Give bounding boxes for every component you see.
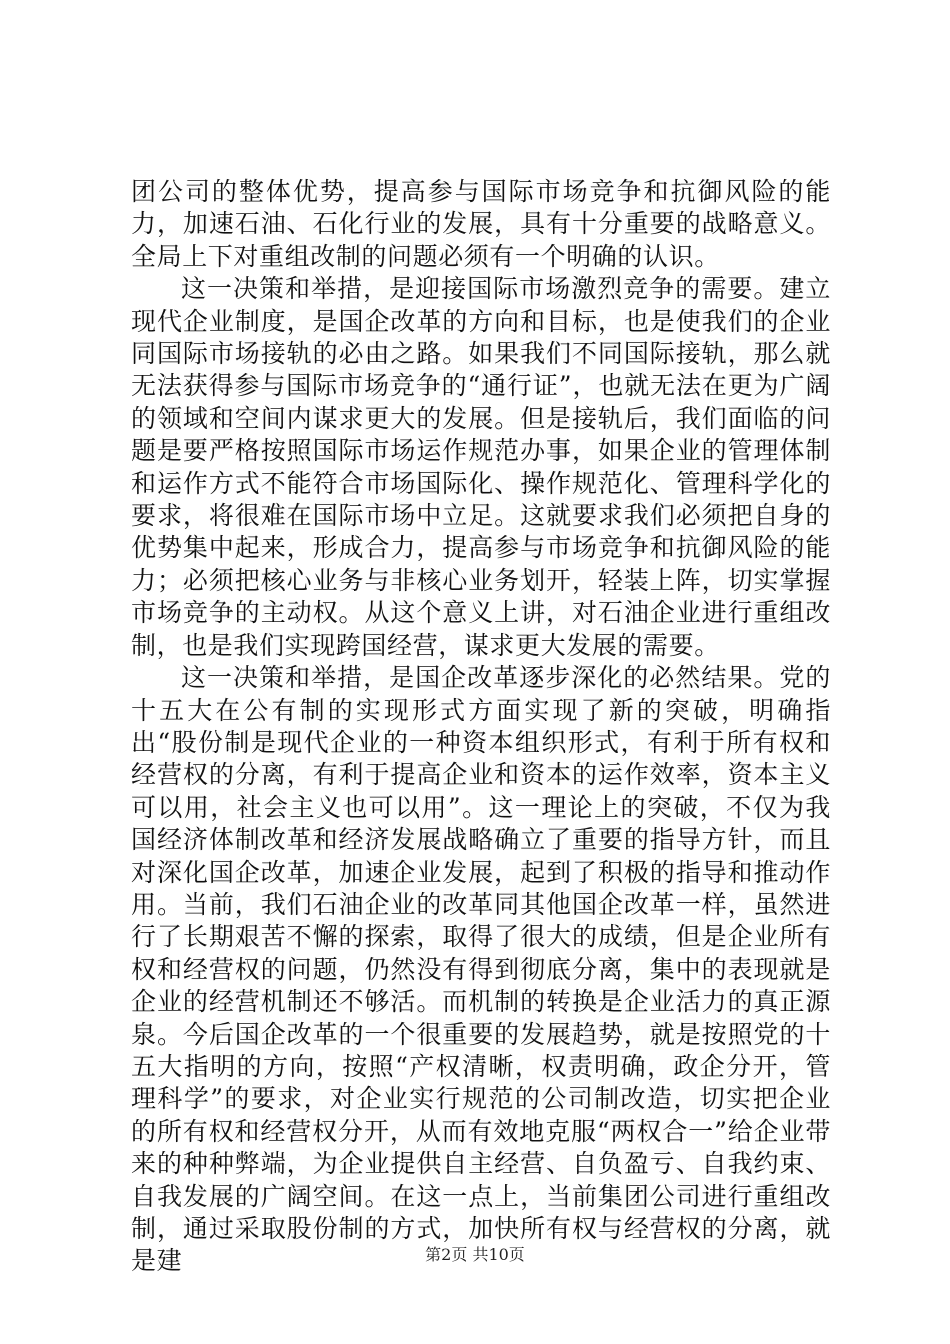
paragraph-soe-reform: 这一决策和举措，是国企改革逐步深化的必然结果。党的十五大在公有制的实现形式方面实现了新的突破，明确指出“股份制是现代企业的一种资本组织形式，有利于所有权和经营权的分离，有利于提高企业和资本的运作效率，资本主义可以用，社会主义也可以用”。这一理论上的突破，不仅为我国经济体制改革和经济发展战略确立了重要的指导方针，而且对深化国企改革，加速企业发展，起到了积极的指导和推动作用。当前，我们石油企业的改革同其他国企改革一样，虽然进行了长期艰苦不懈的探索，取得了很大的成绩，但是企业所有权和经营权的问题，仍然没有得到彻底分离，集中的表现就是企业的经营机制还不够活。而机制的转换是企业活力的真正源泉。今后国企改革的一个很重要的发展趋势，就是按照党的十五大指明的方向，按照“产权清晰，权责明确，政企分开，管理科学”的要求，对企业实行规范的公司制改造，切实把企业的所有权和经营权分开，从而有效地克服“两权合一”给企业带来的种种弊端，为企业提供自主经营、自负盈亏、自我约束、自我发展的广阔空间。在这一点上，当前集团公司进行重组改制，通过采取股份制的方式，加快所有权与经营权的分离，就是建 <box>131 663 831 1276</box>
page-number: 第2页 共10页 <box>425 1245 525 1264</box>
paragraph-continued: 团公司的整体优势，提高参与国际市场竞争和抗御风险的能力，加速石油、石化行业的发展，具有十分重要的战略意义。全局上下对重组改制的问题必须有一个明确的认识。 <box>131 177 831 271</box>
document-body <box>131 176 831 1278</box>
paragraph-international-competition: 这一决策和举措，是迎接国际市场激烈竞争的需要。建立现代企业制度，是国企改革的方向和目标，也是使我们的企业同国际市场接轨的必由之路。如果我们不同国际接轨，那么就无法获得参与国际市场竞争的“通行证”，也就无法在更为广阔的领域和空间内谋求更大的发展。但是接轨后，我们面临的问题是要严格按照国际市场运作规范办事，如果企业的管理体制和运作方式不能符合市场国际化、操作规范化、管理科学化的要求，将很难在国际市场中立足。这就要求我们必须把自身的优势集中起来，形成合力，提高参与市场竞争和抗御风险的能力；必须把核心业务与非核心业务划开，轻装上阵，切实掌握市场竞争的主动权。从这个意义上讲，对石油企业进行重组改制，也是我们实现跨国经营，谋求更大发展的需要。 <box>131 274 831 660</box>
